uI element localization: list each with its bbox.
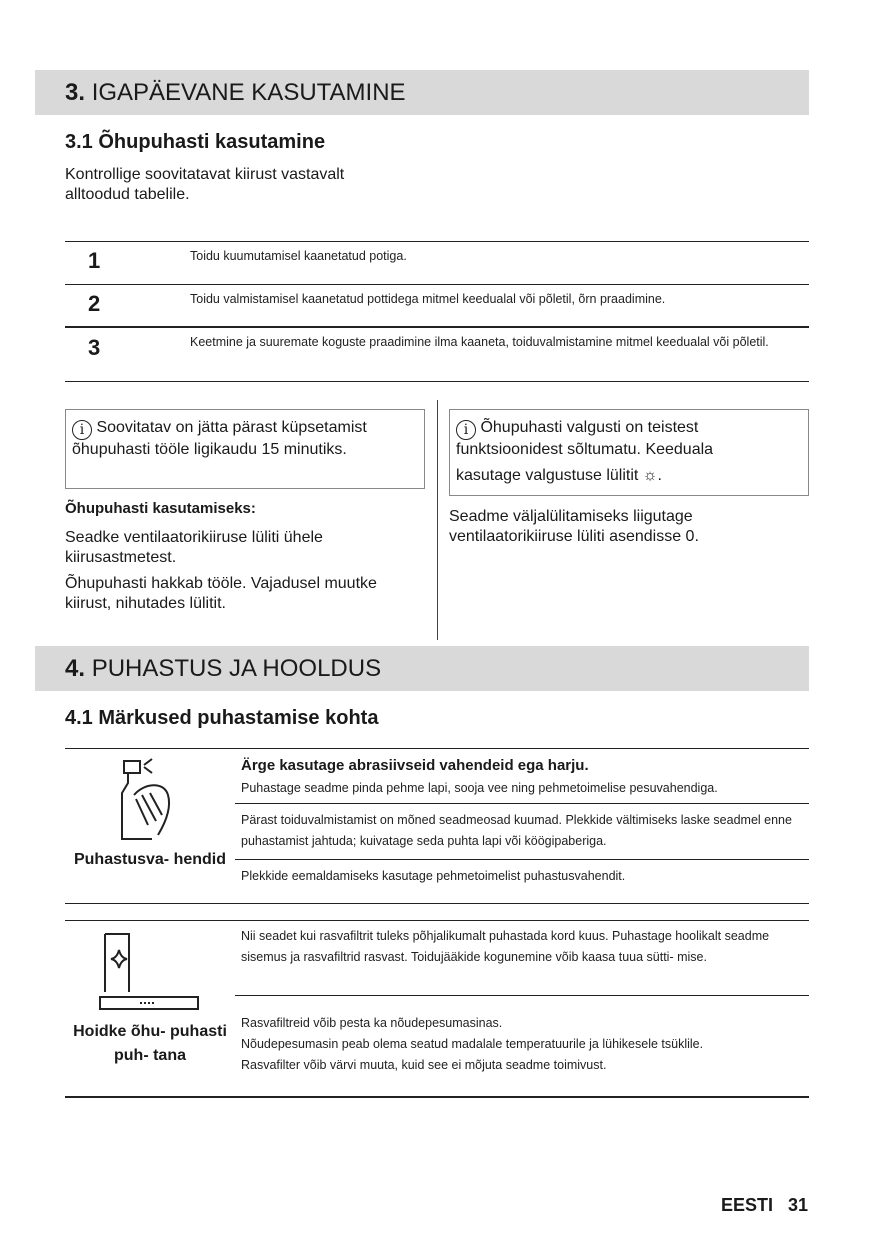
speed-description: Keetmine ja suuremate koguste praadimine ilma kaaneta, toiduvalmistamine mitmel keedualal või põletil.	[190, 335, 769, 349]
divider	[65, 920, 809, 921]
divider	[65, 381, 809, 382]
off-instruction: Seadme väljalülitamiseks liigutage ventilaatorikiiruse lüliti asendisse 0.	[449, 508, 699, 545]
category-label: Hoidke õhu- puhasti puh- tana	[73, 1023, 227, 1064]
info-box	[449, 409, 809, 496]
info-icon: i	[456, 420, 476, 440]
hood-clean-icon	[98, 930, 203, 1012]
divider	[65, 748, 809, 749]
divider	[235, 995, 809, 996]
divider	[65, 903, 809, 904]
intro-line: Kontrollige soovitatavat kiirust vastavalt	[65, 166, 345, 183]
row-text: Pärast toiduvalmistamist on mõned seadmeosad kuumad. Plekkide vältimiseks laske seadmel enne puhastamist jahtuda; kuivatage seda puhta lapi või köögipaberiga.	[241, 813, 792, 848]
info-text: .	[657, 467, 662, 484]
info-text: Soovitatav on jätta pärast küpsetamist õhupuhasti tööle ligikaudu 15 minutiks.	[72, 419, 367, 458]
info-text: kasutage valgustuse lülitit	[456, 467, 639, 484]
subsection-4-1-title: 4.1 Märkused puhastamise kohta	[65, 707, 379, 729]
row-text: Rasvafiltreid võib pesta ka nõudepesumasinas.	[241, 1016, 503, 1030]
divider	[65, 326, 809, 328]
section-number: 3.	[65, 79, 86, 106]
info-box	[65, 409, 425, 489]
row-heading: Ärge kasutage abrasiivseid vahendeid ega harju.	[241, 757, 589, 774]
divider	[235, 803, 809, 804]
intro-text	[65, 165, 344, 205]
row-text: Nõudepesumasin peab olema seatud madalale temperatuurile ja lühikesele tsüklile.	[241, 1037, 704, 1051]
info-text: Õhupuhasti valgusti on teistest funktsioonidest sõltumatu. Keeduala	[456, 419, 714, 458]
divider	[65, 284, 809, 285]
subsection-3-1-title: 3.1 Õhupuhasti kasutamine	[65, 131, 326, 153]
page-number: 31	[787, 1195, 808, 1215]
divider	[65, 1096, 809, 1098]
speed-description: Toidu valmistamisel kaanetatud pottidega mitmel keedualal või põletil, õrn praadimine.	[190, 292, 666, 306]
speed-level: 1	[88, 248, 101, 273]
section-4-header	[35, 646, 809, 691]
section-number: 4.	[65, 655, 86, 682]
usage-step: Õhupuhasti hakkab tööle. Vajadusel muutke kiirust, nihutades lülitit.	[65, 575, 377, 612]
section-title: PUHASTUS JA HOOLDUS	[91, 655, 382, 682]
light-icon: ☼	[642, 467, 658, 484]
column-divider	[437, 400, 438, 640]
page-footer	[721, 1195, 808, 1216]
row-text: Nii seadet kui rasvafiltrit tuleks põhjalikumalt puhastada kord kuus. Puhastage hoolikalt seadme sisemus ja rasvafiltrid rasvast. Toidujääkide kogunemine võib kaasa tuua sütti- mise.	[241, 929, 770, 964]
speed-level: 2	[88, 291, 101, 316]
usage-heading: Õhupuhasti kasutamiseks:	[65, 500, 256, 517]
usage-step: Seadke ventilaatorikiiruse lüliti ühele kiirusastmetest.	[65, 529, 323, 566]
intro-line: alltoodud tabelile.	[65, 186, 190, 203]
divider	[235, 859, 809, 860]
row-text: Rasvafilter võib värvi muuta, kuid see ei mõjuta seadme toimivust.	[241, 1058, 607, 1072]
divider	[65, 241, 809, 242]
category-label: Puhastusva- hendid	[73, 851, 227, 868]
speed-description: Toidu kuumutamisel kaanetatud potiga.	[190, 249, 407, 263]
cleaning-agent-icon	[112, 755, 182, 845]
section-3-header	[35, 70, 809, 115]
info-icon: i	[72, 420, 92, 440]
section-title: IGAPÄEVANE KASUTAMINE	[91, 79, 406, 106]
footer-language: EESTI	[720, 1195, 773, 1215]
row-text: Plekkide eemaldamiseks kasutage pehmetoimelist puhastusvahendit.	[241, 869, 626, 883]
speed-level: 3	[88, 335, 101, 360]
row-text: Puhastage seadme pinda pehme lapi, sooja vee ning pehmetoimelise pesuvahendiga.	[241, 781, 718, 795]
